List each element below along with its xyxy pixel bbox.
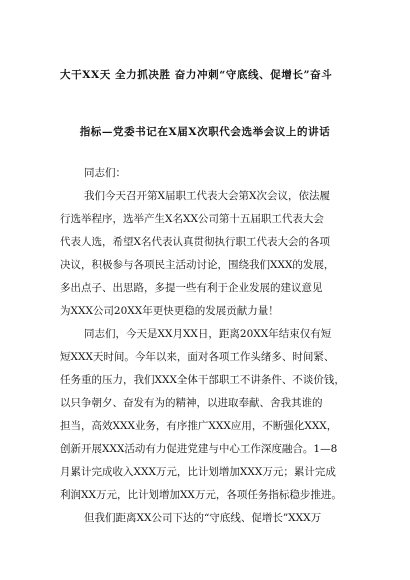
document-title-line-2: 指标—党委书记在X届X次职代会选举会议上的讲话 — [79, 126, 331, 138]
body-line: 代表人选，希望X名代表认真贯彻执行职工代表大会的各项 — [60, 236, 330, 248]
body-line: 以只争朝夕、奋发有为的精神，以进取奉献、舍我其谁的 — [60, 397, 323, 409]
body-line: 行选举程序，选举产生X名XX公司第十五届职工代表大会 — [60, 213, 324, 225]
salutation: 同志们： — [84, 167, 126, 179]
body-line: 短XXX天时间。今年以来，面对各项工作头绪多、时间紧、 — [60, 351, 335, 363]
document-body — [60, 162, 350, 530]
body-line: 我们今天召开第X届职工代表大会第X次会议，依法履 — [84, 190, 330, 202]
body-line: 为XXX公司20XX年更快更稳的发展贡献力量！ — [60, 305, 279, 317]
body-line: 利润XX万元，比计划增加XX万元，各项任务指标稳步推进。 — [60, 489, 342, 501]
body-line: 任务重的压力，我们XXX全体干部职工不讲条件、不谈价钱， — [60, 374, 345, 386]
body-line: 担当，高效XXX业务，有序推广XXX应用，不断强化XXX， — [60, 420, 338, 432]
body-line: 同志们，今天是XX月XX日，距离20XX年结束仅有短 — [84, 328, 332, 340]
body-line: 决议，积极参与各项民主活动讨论，围绕我们XXX的发展， — [60, 259, 335, 271]
body-line: 多出点子、出思路，多提一些有利于企业发展的建议意见 — [60, 282, 323, 294]
document-title-line-1: 大干XX天 全力抓决胜 奋力冲刺“守底线、促增长”奋斗 — [60, 69, 333, 81]
body-line: 创新开展XXX活动有力促进党建与中心工作深度融合。1—8 — [60, 443, 338, 455]
body-line: 月累计完成收入XXX万元，比计划增加XXX万元；累计完成 — [60, 466, 336, 478]
body-line: 但我们距离XX公司下达的“守底线、促增长”XXX万 — [84, 512, 322, 524]
